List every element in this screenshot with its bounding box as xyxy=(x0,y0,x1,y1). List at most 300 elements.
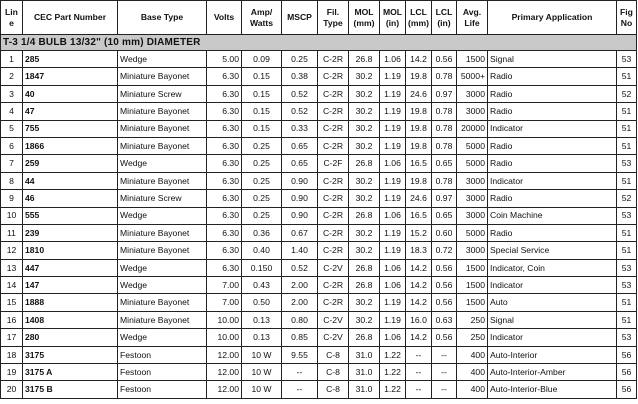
lcl-mm-cell: 19.8 xyxy=(406,103,432,120)
line-cell: 10 xyxy=(1,207,23,224)
volts-cell: 7.00 xyxy=(207,294,242,311)
mscp-cell: 2.00 xyxy=(282,294,318,311)
mscp-cell: 9.55 xyxy=(282,346,318,363)
mol-in-cell: 1.19 xyxy=(380,120,406,137)
application-cell: Auto-Interior xyxy=(488,346,617,363)
avg-life-cell: 20000 xyxy=(457,120,488,137)
mol-mm-cell: 26.8 xyxy=(349,259,380,276)
volts-cell: 6.30 xyxy=(207,224,242,241)
lcl-mm-cell: 14.2 xyxy=(406,329,432,346)
amp-watts-cell: 0.09 xyxy=(242,51,282,68)
mol-mm-cell: 26.8 xyxy=(349,207,380,224)
lcl-mm-cell: 16.5 xyxy=(406,155,432,172)
lcl-in-cell: 0.56 xyxy=(432,294,457,311)
mol-mm-cell: 30.2 xyxy=(349,224,380,241)
base-type-cell: Miniature Screw xyxy=(118,190,207,207)
part-number-cell: 1888 xyxy=(23,294,118,311)
application-cell: Indicator, Coin xyxy=(488,259,617,276)
mol-in-cell: 1.19 xyxy=(380,224,406,241)
mscp-cell: 0.85 xyxy=(282,329,318,346)
table-row xyxy=(1,120,637,137)
volts-cell: 6.30 xyxy=(207,172,242,189)
figure-number-cell: 51 xyxy=(617,137,637,154)
filament-type-cell: C-8 xyxy=(318,346,349,363)
figure-number-cell: 51 xyxy=(617,120,637,137)
avg-life-cell: 5000 xyxy=(457,137,488,154)
part-number-cell: 285 xyxy=(23,51,118,68)
base-type-cell: Miniature Bayonet xyxy=(118,311,207,328)
volts-cell: 6.30 xyxy=(207,120,242,137)
mscp-cell: 0.38 xyxy=(282,68,318,85)
header-line: Lin e xyxy=(1,1,23,35)
avg-life-cell: 5000 xyxy=(457,155,488,172)
table-row xyxy=(1,346,637,363)
line-cell: 4 xyxy=(1,103,23,120)
table-row xyxy=(1,103,637,120)
mol-in-cell: 1.22 xyxy=(380,381,406,398)
filament-type-cell: C-8 xyxy=(318,381,349,398)
volts-cell: 12.00 xyxy=(207,364,242,381)
mol-in-cell: 1.19 xyxy=(380,294,406,311)
base-type-cell: Miniature Screw xyxy=(118,85,207,102)
table-row xyxy=(1,242,637,259)
avg-life-cell: 1500 xyxy=(457,51,488,68)
lcl-mm-cell: 16.5 xyxy=(406,207,432,224)
base-type-cell: Miniature Bayonet xyxy=(118,103,207,120)
header-part-number: CEC Part Number xyxy=(23,1,118,35)
filament-type-cell: C-2R xyxy=(318,224,349,241)
table-row xyxy=(1,207,637,224)
amp-watts-cell: 0.25 xyxy=(242,155,282,172)
mol-in-cell: 1.19 xyxy=(380,311,406,328)
mol-mm-cell: 30.2 xyxy=(349,137,380,154)
line-cell: 6 xyxy=(1,137,23,154)
header-amp-watts: Amp/ Watts xyxy=(242,1,282,35)
line-cell: 13 xyxy=(1,259,23,276)
avg-life-cell: 3000 xyxy=(457,172,488,189)
figure-number-cell: 51 xyxy=(617,68,637,85)
lcl-in-cell: 0.56 xyxy=(432,277,457,294)
line-cell: 16 xyxy=(1,311,23,328)
lcl-in-cell: -- xyxy=(432,364,457,381)
application-cell: Radio xyxy=(488,190,617,207)
mol-mm-cell: 31.0 xyxy=(349,346,380,363)
application-cell: Radio xyxy=(488,103,617,120)
application-cell: Signal xyxy=(488,51,617,68)
lcl-mm-cell: 24.6 xyxy=(406,85,432,102)
part-number-cell: 46 xyxy=(23,190,118,207)
application-cell: Indicator xyxy=(488,120,617,137)
table-header xyxy=(1,1,637,35)
filament-type-cell: C-2R xyxy=(318,294,349,311)
lcl-in-cell: 0.65 xyxy=(432,207,457,224)
lcl-in-cell: 0.56 xyxy=(432,51,457,68)
lcl-in-cell: -- xyxy=(432,346,457,363)
header-avg-life: Avg. Life xyxy=(457,1,488,35)
application-cell: Special Service xyxy=(488,242,617,259)
lcl-mm-cell: 19.8 xyxy=(406,68,432,85)
filament-type-cell: C-8 xyxy=(318,364,349,381)
figure-number-cell: 52 xyxy=(617,190,637,207)
base-type-cell: Miniature Bayonet xyxy=(118,224,207,241)
mol-in-cell: 1.19 xyxy=(380,172,406,189)
mol-mm-cell: 30.2 xyxy=(349,85,380,102)
mol-mm-cell: 31.0 xyxy=(349,381,380,398)
lcl-in-cell: 0.78 xyxy=(432,172,457,189)
application-cell: Signal xyxy=(488,311,617,328)
volts-cell: 6.30 xyxy=(207,242,242,259)
amp-watts-cell: 0.15 xyxy=(242,85,282,102)
line-cell: 20 xyxy=(1,381,23,398)
lcl-mm-cell: 18.3 xyxy=(406,242,432,259)
mscp-cell: 0.52 xyxy=(282,103,318,120)
mscp-cell: 0.52 xyxy=(282,259,318,276)
mscp-cell: 0.90 xyxy=(282,190,318,207)
part-number-cell: 447 xyxy=(23,259,118,276)
lcl-in-cell: 0.72 xyxy=(432,242,457,259)
amp-watts-cell: 0.15 xyxy=(242,68,282,85)
application-cell: Auto-Interior-Blue xyxy=(488,381,617,398)
table-row xyxy=(1,172,637,189)
volts-cell: 7.00 xyxy=(207,277,242,294)
avg-life-cell: 1500 xyxy=(457,277,488,294)
base-type-cell: Festoon xyxy=(118,364,207,381)
application-cell: Radio xyxy=(488,224,617,241)
volts-cell: 6.30 xyxy=(207,68,242,85)
figure-number-cell: 56 xyxy=(617,346,637,363)
base-type-cell: Miniature Bayonet xyxy=(118,242,207,259)
header-primary-application: Primary Application xyxy=(488,1,617,35)
table-row xyxy=(1,224,637,241)
header-lcl-mm: LCL (mm) xyxy=(406,1,432,35)
section-row xyxy=(1,35,637,51)
volts-cell: 12.00 xyxy=(207,346,242,363)
mol-mm-cell: 26.8 xyxy=(349,329,380,346)
line-cell: 17 xyxy=(1,329,23,346)
header-base-type: Base Type xyxy=(118,1,207,35)
line-cell: 18 xyxy=(1,346,23,363)
mol-mm-cell: 26.8 xyxy=(349,277,380,294)
base-type-cell: Wedge xyxy=(118,155,207,172)
filament-type-cell: C-2R xyxy=(318,207,349,224)
filament-type-cell: C-2R xyxy=(318,277,349,294)
avg-life-cell: 400 xyxy=(457,346,488,363)
volts-cell: 6.30 xyxy=(207,190,242,207)
part-number-cell: 1408 xyxy=(23,311,118,328)
lcl-in-cell: -- xyxy=(432,381,457,398)
mol-mm-cell: 26.8 xyxy=(349,155,380,172)
mol-mm-cell: 30.2 xyxy=(349,190,380,207)
figure-number-cell: 53 xyxy=(617,51,637,68)
part-number-cell: 40 xyxy=(23,85,118,102)
avg-life-cell: 3000 xyxy=(457,190,488,207)
application-cell: Auto xyxy=(488,294,617,311)
base-type-cell: Wedge xyxy=(118,259,207,276)
line-cell: 5 xyxy=(1,120,23,137)
application-cell: Indicator xyxy=(488,277,617,294)
base-type-cell: Miniature Bayonet xyxy=(118,120,207,137)
figure-number-cell: 51 xyxy=(617,242,637,259)
part-number-cell: 3175 A xyxy=(23,364,118,381)
filament-type-cell: C-2R xyxy=(318,103,349,120)
mol-in-cell: 1.22 xyxy=(380,364,406,381)
volts-cell: 6.30 xyxy=(207,155,242,172)
header-lcl-in: LCL (in) xyxy=(432,1,457,35)
lcl-in-cell: 0.60 xyxy=(432,224,457,241)
lcl-mm-cell: 16.0 xyxy=(406,311,432,328)
mscp-cell: 1.40 xyxy=(282,242,318,259)
table-row xyxy=(1,259,637,276)
line-cell: 12 xyxy=(1,242,23,259)
amp-watts-cell: 0.25 xyxy=(242,190,282,207)
filament-type-cell: C-2R xyxy=(318,242,349,259)
figure-number-cell: 51 xyxy=(617,311,637,328)
mol-in-cell: 1.19 xyxy=(380,103,406,120)
table-row xyxy=(1,277,637,294)
filament-type-cell: C-2V xyxy=(318,259,349,276)
mol-mm-cell: 30.2 xyxy=(349,103,380,120)
lcl-mm-cell: 19.8 xyxy=(406,120,432,137)
part-number-cell: 147 xyxy=(23,277,118,294)
figure-number-cell: 51 xyxy=(617,224,637,241)
table-row xyxy=(1,190,637,207)
amp-watts-cell: 0.25 xyxy=(242,172,282,189)
avg-life-cell: 3000 xyxy=(457,207,488,224)
filament-type-cell: C-2F xyxy=(318,155,349,172)
mol-in-cell: 1.06 xyxy=(380,155,406,172)
lcl-mm-cell: -- xyxy=(406,381,432,398)
lcl-mm-cell: 14.2 xyxy=(406,277,432,294)
header-volts: Volts xyxy=(207,1,242,35)
lcl-in-cell: 0.56 xyxy=(432,329,457,346)
volts-cell: 12.00 xyxy=(207,381,242,398)
part-number-cell: 280 xyxy=(23,329,118,346)
amp-watts-cell: 0.15 xyxy=(242,103,282,120)
filament-type-cell: C-2R xyxy=(318,51,349,68)
mol-mm-cell: 30.2 xyxy=(349,120,380,137)
part-number-cell: 1810 xyxy=(23,242,118,259)
lcl-in-cell: 0.78 xyxy=(432,68,457,85)
amp-watts-cell: 0.40 xyxy=(242,242,282,259)
part-number-cell: 3175 B xyxy=(23,381,118,398)
header-mol-mm: MOL (mm) xyxy=(349,1,380,35)
mscp-cell: 0.33 xyxy=(282,120,318,137)
avg-life-cell: 400 xyxy=(457,381,488,398)
mol-mm-cell: 30.2 xyxy=(349,311,380,328)
header-figure-number: Fig No xyxy=(617,1,637,35)
header-filament-type: Fil. Type xyxy=(318,1,349,35)
mol-mm-cell: 30.2 xyxy=(349,68,380,85)
application-cell: Auto-Interior-Amber xyxy=(488,364,617,381)
avg-life-cell: 1500 xyxy=(457,294,488,311)
mol-in-cell: 1.19 xyxy=(380,242,406,259)
table-row xyxy=(1,137,637,154)
lcl-mm-cell: 15.2 xyxy=(406,224,432,241)
part-number-cell: 555 xyxy=(23,207,118,224)
part-number-cell: 259 xyxy=(23,155,118,172)
figure-number-cell: 53 xyxy=(617,155,637,172)
application-cell: Radio xyxy=(488,155,617,172)
lcl-mm-cell: 24.6 xyxy=(406,190,432,207)
part-number-cell: 239 xyxy=(23,224,118,241)
volts-cell: 6.30 xyxy=(207,103,242,120)
line-cell: 2 xyxy=(1,68,23,85)
lcl-in-cell: 0.78 xyxy=(432,103,457,120)
mscp-cell: 2.00 xyxy=(282,277,318,294)
base-type-cell: Miniature Bayonet xyxy=(118,68,207,85)
lcl-mm-cell: 14.2 xyxy=(406,259,432,276)
filament-type-cell: C-2V xyxy=(318,311,349,328)
application-cell: Indicator xyxy=(488,172,617,189)
section-title: T-3 1/4 BULB 13/32" (10 mm) DIAMETER xyxy=(1,35,637,51)
amp-watts-cell: 0.13 xyxy=(242,311,282,328)
lcl-mm-cell: -- xyxy=(406,346,432,363)
volts-cell: 6.30 xyxy=(207,207,242,224)
filament-type-cell: C-2R xyxy=(318,120,349,137)
mscp-cell: 0.90 xyxy=(282,207,318,224)
mol-in-cell: 1.06 xyxy=(380,51,406,68)
figure-number-cell: 53 xyxy=(617,259,637,276)
application-cell: Coin Machine xyxy=(488,207,617,224)
lcl-in-cell: 0.56 xyxy=(432,259,457,276)
header-mscp: MSCP xyxy=(282,1,318,35)
figure-number-cell: 51 xyxy=(617,172,637,189)
mol-mm-cell: 30.2 xyxy=(349,242,380,259)
amp-watts-cell: 10 W xyxy=(242,364,282,381)
volts-cell: 6.30 xyxy=(207,85,242,102)
amp-watts-cell: 0.13 xyxy=(242,329,282,346)
lcl-in-cell: 0.97 xyxy=(432,85,457,102)
base-type-cell: Wedge xyxy=(118,329,207,346)
base-type-cell: Wedge xyxy=(118,207,207,224)
mscp-cell: 0.67 xyxy=(282,224,318,241)
amp-watts-cell: 0.15 xyxy=(242,120,282,137)
mscp-cell: 0.80 xyxy=(282,311,318,328)
filament-type-cell: C-2R xyxy=(318,172,349,189)
amp-watts-cell: 0.43 xyxy=(242,277,282,294)
volts-cell: 10.00 xyxy=(207,329,242,346)
lcl-mm-cell: 14.2 xyxy=(406,294,432,311)
lcl-mm-cell: 19.8 xyxy=(406,172,432,189)
base-type-cell: Miniature Bayonet xyxy=(118,172,207,189)
lcl-in-cell: 0.63 xyxy=(432,311,457,328)
avg-life-cell: 5000 xyxy=(457,224,488,241)
mscp-cell: 0.25 xyxy=(282,51,318,68)
table-row xyxy=(1,311,637,328)
table-row xyxy=(1,329,637,346)
mol-mm-cell: 31.0 xyxy=(349,364,380,381)
avg-life-cell: 3000 xyxy=(457,85,488,102)
amp-watts-cell: 10 W xyxy=(242,381,282,398)
amp-watts-cell: 0.25 xyxy=(242,207,282,224)
filament-type-cell: C-2R xyxy=(318,190,349,207)
volts-cell: 5.00 xyxy=(207,51,242,68)
mol-in-cell: 1.06 xyxy=(380,329,406,346)
base-type-cell: Festoon xyxy=(118,346,207,363)
line-cell: 8 xyxy=(1,172,23,189)
table-row xyxy=(1,85,637,102)
lcl-mm-cell: 19.8 xyxy=(406,137,432,154)
figure-number-cell: 51 xyxy=(617,294,637,311)
table-row xyxy=(1,364,637,381)
figure-number-cell: 56 xyxy=(617,364,637,381)
figure-number-cell: 53 xyxy=(617,329,637,346)
avg-life-cell: 3000 xyxy=(457,103,488,120)
figure-number-cell: 52 xyxy=(617,85,637,102)
mol-mm-cell: 26.8 xyxy=(349,51,380,68)
mscp-cell: 0.65 xyxy=(282,137,318,154)
application-cell: Radio xyxy=(488,137,617,154)
mscp-cell: -- xyxy=(282,381,318,398)
figure-number-cell: 53 xyxy=(617,277,637,294)
figure-number-cell: 56 xyxy=(617,381,637,398)
mscp-cell: 0.90 xyxy=(282,172,318,189)
table-row xyxy=(1,294,637,311)
line-cell: 19 xyxy=(1,364,23,381)
avg-life-cell: 250 xyxy=(457,329,488,346)
volts-cell: 6.30 xyxy=(207,137,242,154)
mol-in-cell: 1.19 xyxy=(380,68,406,85)
amp-watts-cell: 10 W xyxy=(242,346,282,363)
part-number-cell: 755 xyxy=(23,120,118,137)
mscp-cell: -- xyxy=(282,364,318,381)
mol-in-cell: 1.06 xyxy=(380,259,406,276)
mol-in-cell: 1.19 xyxy=(380,85,406,102)
line-cell: 14 xyxy=(1,277,23,294)
part-number-cell: 1847 xyxy=(23,68,118,85)
figure-number-cell: 53 xyxy=(617,207,637,224)
mol-in-cell: 1.06 xyxy=(380,277,406,294)
mscp-cell: 0.65 xyxy=(282,155,318,172)
lcl-mm-cell: 14.2 xyxy=(406,51,432,68)
base-type-cell: Wedge xyxy=(118,277,207,294)
avg-life-cell: 3000 xyxy=(457,242,488,259)
amp-watts-cell: 0.36 xyxy=(242,224,282,241)
filament-type-cell: C-2R xyxy=(318,137,349,154)
base-type-cell: Miniature Bayonet xyxy=(118,137,207,154)
amp-watts-cell: 0.25 xyxy=(242,137,282,154)
table-row xyxy=(1,155,637,172)
mol-in-cell: 1.19 xyxy=(380,137,406,154)
mol-mm-cell: 30.2 xyxy=(349,294,380,311)
lcl-in-cell: 0.78 xyxy=(432,120,457,137)
base-type-cell: Wedge xyxy=(118,51,207,68)
filament-type-cell: C-2R xyxy=(318,85,349,102)
filament-type-cell: C-2V xyxy=(318,329,349,346)
part-number-cell: 3175 xyxy=(23,346,118,363)
lcl-in-cell: 0.78 xyxy=(432,137,457,154)
line-cell: 11 xyxy=(1,224,23,241)
amp-watts-cell: 0.50 xyxy=(242,294,282,311)
amp-watts-cell: 0.150 xyxy=(242,259,282,276)
figure-number-cell: 51 xyxy=(617,103,637,120)
line-cell: 3 xyxy=(1,85,23,102)
header-mol-in: MOL (in) xyxy=(380,1,406,35)
mol-in-cell: 1.19 xyxy=(380,190,406,207)
avg-life-cell: 400 xyxy=(457,364,488,381)
mol-in-cell: 1.06 xyxy=(380,207,406,224)
avg-life-cell: 250 xyxy=(457,311,488,328)
volts-cell: 10.00 xyxy=(207,311,242,328)
lcl-mm-cell: -- xyxy=(406,364,432,381)
base-type-cell: Festoon xyxy=(118,381,207,398)
line-cell: 9 xyxy=(1,190,23,207)
application-cell: Indicator xyxy=(488,329,617,346)
volts-cell: 6.30 xyxy=(207,259,242,276)
lcl-in-cell: 0.97 xyxy=(432,190,457,207)
mol-mm-cell: 30.2 xyxy=(349,172,380,189)
filament-type-cell: C-2R xyxy=(318,68,349,85)
